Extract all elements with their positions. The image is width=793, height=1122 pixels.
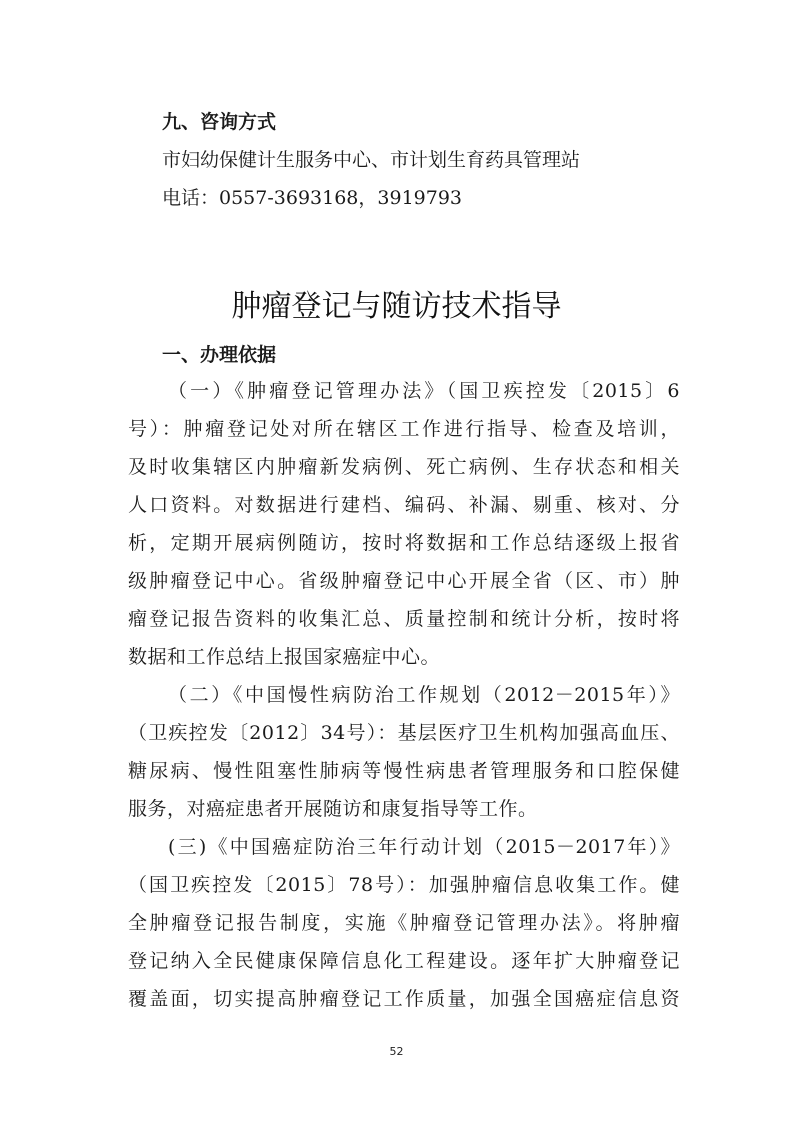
paragraph-line: 人口资料。对数据进行建档、编码、补漏、剔重、核对、分 <box>128 494 680 516</box>
paragraph-line: 级肿瘤登记中心。省级肿瘤登记中心开展全省（区、市）肿 <box>128 570 680 592</box>
page-number: 52 <box>389 1045 404 1058</box>
paragraph-line: 号）：肿瘤登记处对所在辖区工作进行指导、检查及培训， <box>128 418 680 440</box>
paragraph-line: 登记纳入全民健康保障信息化工程建设。逐年扩大肿瘤登记 <box>128 950 680 972</box>
contact-phone: 电话：0557-3693168，3919793 <box>162 187 463 209</box>
section-heading-basis: 一、办理依据 <box>162 344 277 366</box>
paragraph-line: 数据和工作总结上报国家癌症中心。 <box>128 646 441 668</box>
paragraph-line: 覆盖面，切实提高肿瘤登记工作质量，加强全国癌症信息资 <box>128 988 680 1010</box>
paragraph-line: （二）《中国慢性病防治工作规划（2012－2015年）》 <box>168 684 680 706</box>
paragraph-line: （卫疾控发〔2012〕34号）：基层医疗卫生机构加强高血压、 <box>128 722 680 744</box>
paragraph-line: （一）《肿瘤登记管理办法》（国卫疾控发〔2015〕6 <box>168 380 680 402</box>
paragraph-line: 服务，对癌症患者开展随访和康复指导等工作。 <box>128 798 538 820</box>
paragraph-line: 析，定期开展病例随访，按时将数据和工作总结逐级上报省 <box>128 532 680 554</box>
paragraph-line: 糖尿病、慢性阻塞性肺病等慢性病患者管理服务和口腔保健 <box>128 760 680 782</box>
contact-heading: 九、咨询方式 <box>162 111 277 133</box>
paragraph-line: (三)《中国癌症防治三年行动计划（2015－2017年）》 <box>168 836 680 858</box>
paragraph-line: 及时收集辖区内肿瘤新发病例、死亡病例、生存状态和相关 <box>128 456 680 478</box>
document-title: 肿瘤登记与随访技术指导 <box>231 289 562 324</box>
contact-organization: 市妇幼保健计生服务中心、市计划生育药具管理站 <box>162 149 581 171</box>
paragraph-line: 全肿瘤登记报告制度，实施《肿瘤登记管理办法》。将肿瘤 <box>128 912 680 934</box>
paragraph-line: （国卫疾控发〔2015〕78号）：加强肿瘤信息收集工作。健 <box>128 874 680 896</box>
paragraph-line: 瘤登记报告资料的收集汇总、质量控制和统计分析，按时将 <box>128 608 680 630</box>
